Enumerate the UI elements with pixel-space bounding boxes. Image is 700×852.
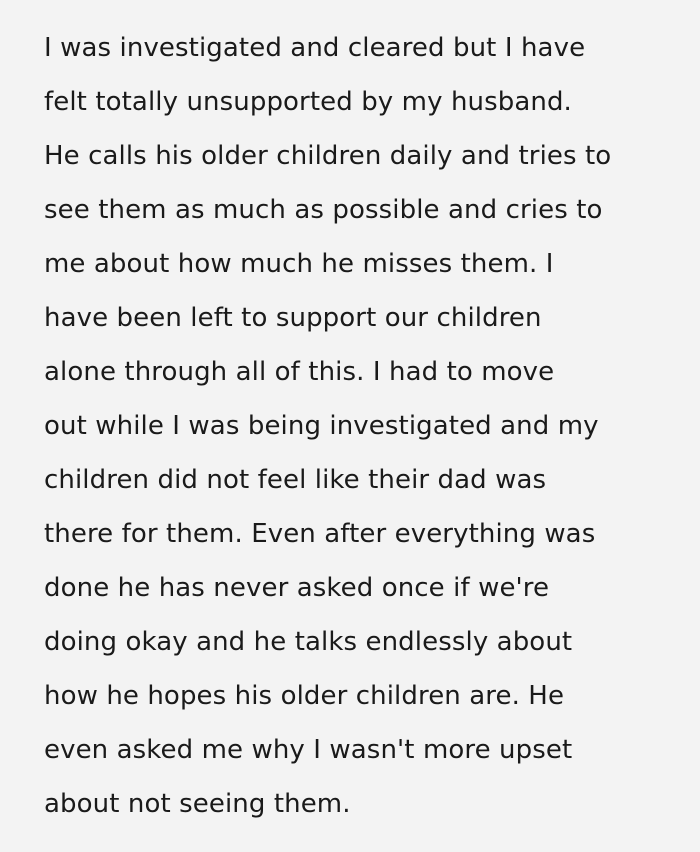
story-text: [44, 21, 684, 831]
story-line-15: about not seeing them.: [44, 789, 351, 819]
story-line-12: doing okay and he talks endlessly about: [44, 627, 573, 657]
story-line-3: He calls his older children daily and tries to: [44, 141, 612, 171]
story-line-2: felt totally unsupported by my husband.: [44, 87, 572, 117]
story-line-6: have been left to support our children: [44, 303, 542, 333]
story-line-14: even asked me why I wasn't more upset: [44, 735, 573, 765]
story-line-7: alone through all of this. I had to move: [44, 357, 555, 387]
story-line-8: out while I was being investigated and my: [44, 411, 599, 441]
story-line-13: how he hopes his older children are. He: [44, 681, 565, 711]
story-line-10: there for them. Even after everything was: [44, 519, 596, 549]
story-line-4: see them as much as possible and cries to: [44, 195, 603, 225]
story-line-9: children did not feel like their dad was: [44, 465, 547, 495]
story-line-11: done he has never asked once if we're: [44, 573, 550, 603]
story-line-5: me about how much he misses them. I: [44, 249, 554, 279]
story-line-1: I was investigated and cleared but I have: [44, 33, 586, 63]
